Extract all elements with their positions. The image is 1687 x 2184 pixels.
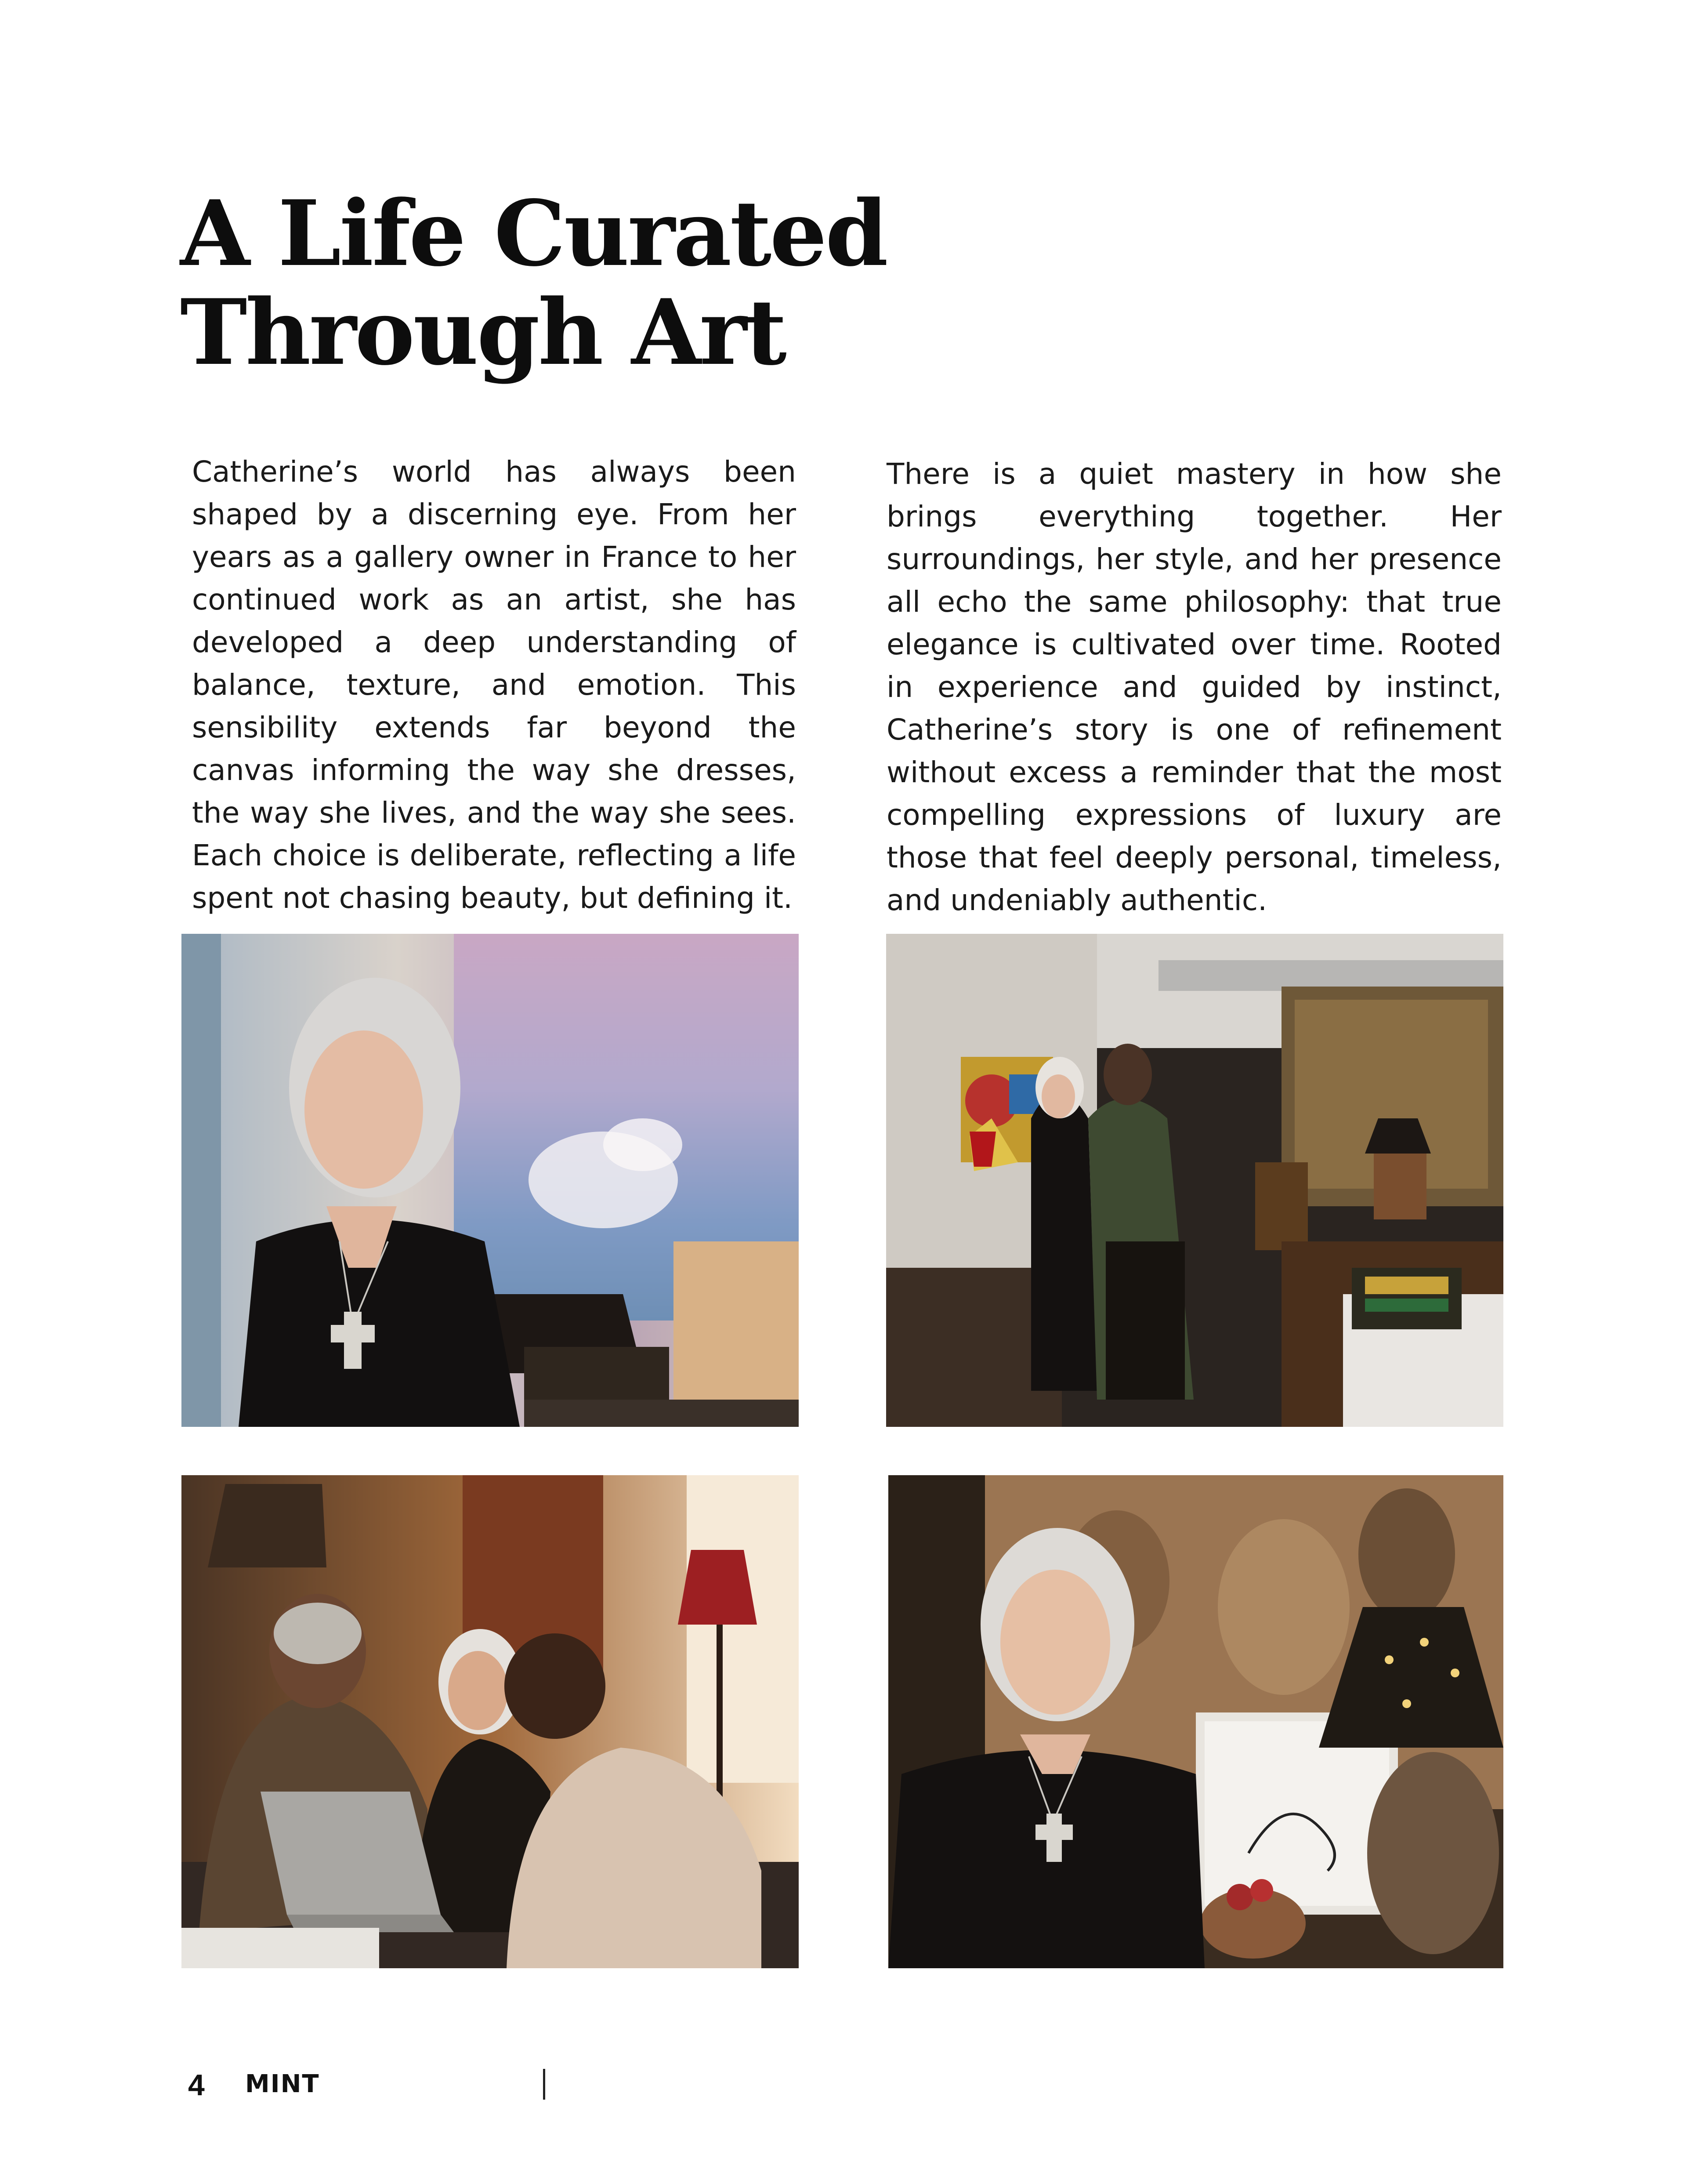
article-title-line-2: Through Art [180,280,785,385]
page-number: 4 [188,2068,205,2102]
footer-divider [543,2069,545,2100]
magazine-name: MINT [245,2070,320,2098]
photo-group-laptop [181,1475,799,1968]
article-paragraph-right: There is a quiet mastery in how she brings everything together. Her surroundings, her style, and her presence all echo the same philosophy: that true elegance is cultivated over time. Rooted in experience and guided by instinct, Catherine’s story is one of refinement without excess a reminder that the most compelling expressions of luxury are those that feel deeply personal, timeless, and undeniably authentic. [887,457,1502,917]
photo-couple-living-room [886,934,1503,1427]
article-title [180,181,927,385]
photo-portrait-painting [181,934,799,1427]
photo-portrait-tapestry [888,1475,1503,1968]
article-title-line-1: A Life Curated [180,181,887,287]
article-paragraph-left: Catherine’s world has always been shaped by a discerning eye. From her years as a gallery owner in France to her continued work as an artist, she has developed a deep understanding of balance, texture, and emotion. This sensibility extends far beyond the canvas informing the way she dresses, the way she lives, and the way she sees. Each choice is deliberate, reflecting a life spent not chasing beauty, but defining it. [192,455,796,915]
